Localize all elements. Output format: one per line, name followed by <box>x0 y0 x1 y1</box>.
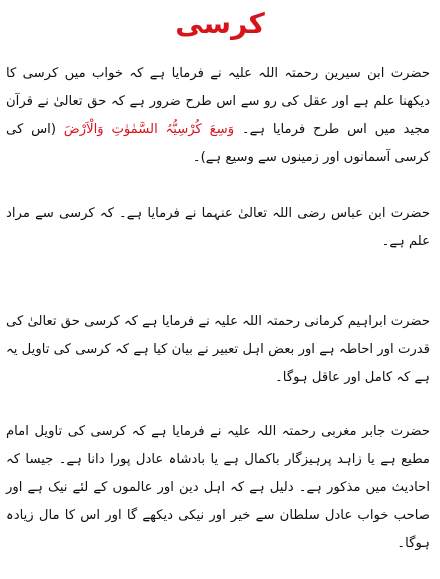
quran-verse: وَسِعَ کُرْسِیُّہُ السَّمٰوٰتِ وَالْاَرْضَ <box>63 122 235 137</box>
paragraph-ibn-sirin <box>6 60 430 172</box>
page-title: کرسی <box>175 7 265 40</box>
paragraph-text: (اس کی کرسی آسمانوں اور زمینوں سے وسیع ہے)۔ <box>6 122 430 165</box>
paragraph-ibrahim-kirmani: حضرت ابراہیم کرمانی رحمتہ اللہ علیہ نے فرمایا ہے کہ کرسی حق تعالیٰ کی قدرت اور احاطہ ہے اور بعض اہل تعبیر نے بیان کیا ہے کہ کرسی کی تاویل یہ ہے کہ کامل اور عاقل ہوگا۔ <box>6 314 430 385</box>
paragraph-ibn-abbas: حضرت ابن عباس رضی اللہ تعالیٰ عنہما نے فرمایا ہے۔ کہ کرسی سے مراد علم ہے۔ <box>6 206 430 249</box>
paragraph-jabir-maghribi: حضرت جابر مغربی رحمتہ اللہ علیہ نے فرمایا ہے کہ کرسی کی تاویل امام مطیع ہے یا زاہد پرہیزگار باکمال ہے یا بادشاہ عادل پورا دانا ہے۔ جیسا کہ احادیث میں مذکور ہے۔ دلیل ہے کہ اہل دین اور عالموں کے لئے نیک ہے اور صاحب خواب عادل سلطان سے خیر اور نیکی دیکھے گا اور اس کا مال زیادہ ہوگا۔ <box>6 424 430 551</box>
paragraph-text: حضرت ابن سیرین رحمتہ اللہ علیہ نے فرمایا ہے کہ خواب میں کرسی کا دیکھنا علم ہے اور عقل کی رو سے اس طرح ضرور ہے کہ حق تعالیٰ نے قرآن مجید میں اس طرح فرمایا ہے۔ <box>6 66 430 137</box>
